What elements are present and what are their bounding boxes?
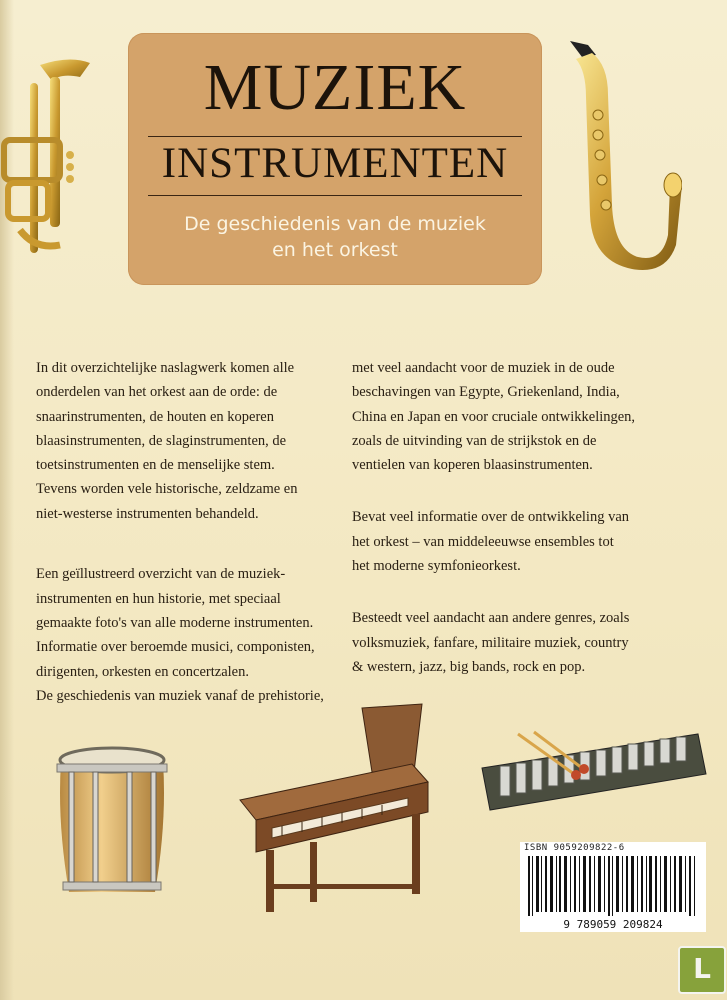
isbn-label: ISBN 9059209822-6 [524,843,625,853]
title-divider-top [148,136,522,137]
paragraph: Bevat veel informatie over de ontwikkeling van het orkest – van middeleeuwse ensembles tot het moderne symfonieorkest. [352,509,630,575]
paragraph-gap [36,526,344,550]
tagline-line-2: en het orkest [272,239,398,261]
barcode-number: 9 789059 209824 [563,918,663,931]
title-panel [128,33,542,285]
paragraph: Besteedt veel aandacht aan andere genres, zoals volksmuziek, fanfare, militaire muziek, country & western, jazz, big bands, rock en pop. [352,610,630,675]
publisher-logo-letter: L [693,952,711,985]
xylophone-icon [478,728,708,818]
tagline-line-1: De geschiedenis van de muziek [184,213,486,235]
trumpet-icon [0,55,100,260]
harpsichord-icon [232,702,437,914]
description-right-column [352,356,682,679]
paragraph: met veel aandacht voor de muziek in de oude beschavingen van Egypte, Griekenland, India, China en Japan en voor cruciale ontwikkelingen, zoals de uitvinding van de strijkstok en de ventielen van koperen blaasinstrumenten. [352,360,636,474]
paragraph: In dit overzichtelijke naslagwerk komen alle onderdelen van het orkest aan de orde: de snaarinstrumenten, de houten en koperen blaasinstrumenten, de slaginstrumenten, de toetsinstrumenten en de menselijke stem. Tevens worden vele historische, zeldzame en niet-westerse instrumenten behandeld. [36,360,298,522]
paragraph-gap [36,550,344,562]
paragraph-gap [352,578,682,606]
barcode-icon [528,856,698,916]
description-left-column [36,356,344,708]
paragraph-gap [352,477,682,505]
conga-drum-icon [55,742,170,902]
book-tagline [128,211,542,263]
paragraph: Een geïllustreerd overzicht van de muziek- instrumenten en hun historie, met speciaal gemaakte foto's van alle moderne instrumenten. Informatie over beroemde musici, componisten, dirigenten, orkesten en concertzalen. De geschiedenis van muziek vanaf de prehistorie, [36,566,324,704]
saxophone-icon [552,35,682,275]
book-title: MUZIEK [203,51,467,124]
book-title-second-line: INSTRUMENTEN [161,140,509,187]
publisher-logo [678,946,726,994]
title-divider-bottom [148,195,522,196]
